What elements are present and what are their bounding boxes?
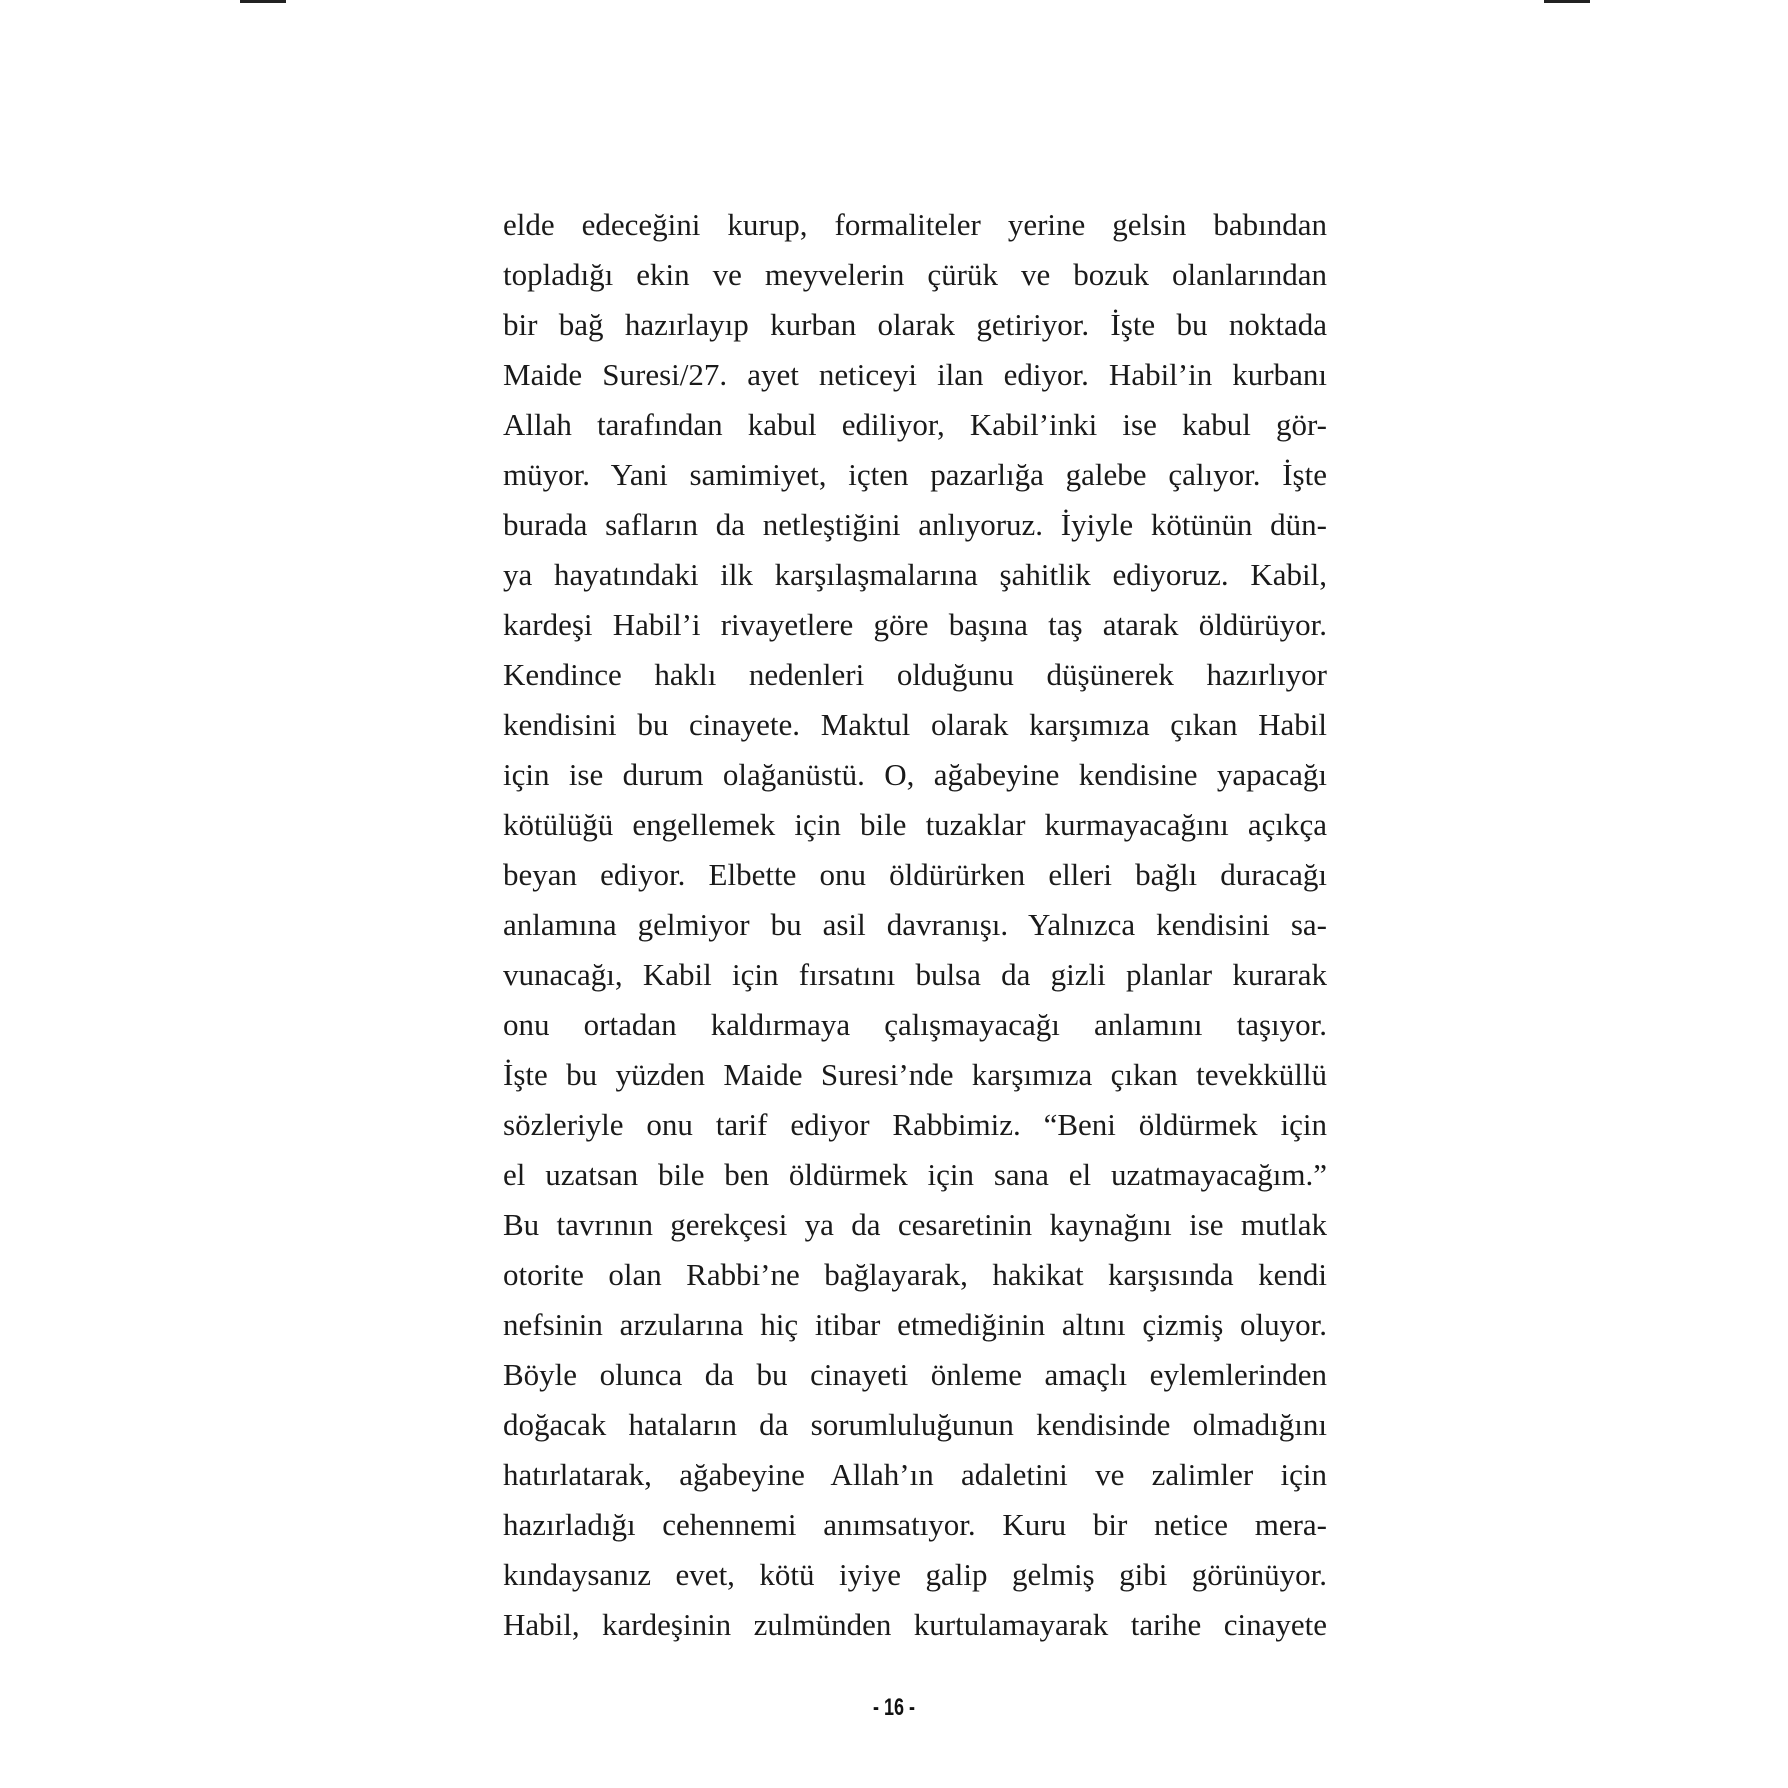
text-line: Böyle olunca da bu cinayeti önleme amaçlı eylemlerinden xyxy=(503,1357,1327,1392)
body-text xyxy=(503,200,1327,1650)
text-line: ya hayatındaki ilk karşılaşmalarına şahitlik ediyoruz. Kabil, xyxy=(503,557,1327,592)
text-line: İşte bu yüzden Maide Suresi’nde karşımıza çıkan tevekküllü xyxy=(503,1057,1327,1092)
text-line: Kendince haklı nedenleri olduğunu düşünerek hazırlıyor xyxy=(503,657,1327,692)
text-line: elde edeceğini kurup, formaliteler yerine gelsin babından xyxy=(503,207,1327,242)
text-line: kardeşi Habil’i rivayetlere göre başına taş atarak öldürüyor. xyxy=(503,607,1327,642)
text-line: vunacağı, Kabil için fırsatını bulsa da gizli planlar kurarak xyxy=(503,957,1327,992)
text-line: doğacak hataların da sorumluluğunun kendisinde olmadığını xyxy=(503,1407,1327,1442)
text-line: Allah tarafından kabul ediliyor, Kabil’inki ise kabul gör- xyxy=(503,407,1327,442)
text-line: müyor. Yani samimiyet, içten pazarlığa galebe çalıyor. İşte xyxy=(503,457,1327,492)
text-line: kındaysanız evet, kötü iyiye galip gelmiş gibi görünüyor. xyxy=(503,1557,1327,1592)
page-number: - 16 - xyxy=(872,1694,915,1721)
text-line: el uzatsan bile ben öldürmek için sana el uzatmayacağım.” xyxy=(503,1157,1327,1192)
text-line: bir bağ hazırlayıp kurban olarak getiriyor. İşte bu noktada xyxy=(503,307,1327,342)
text-line: kendisini bu cinayete. Maktul olarak karşımıza çıkan Habil xyxy=(503,707,1327,742)
text-line: beyan ediyor. Elbette onu öldürürken elleri bağlı duracağı xyxy=(503,857,1327,892)
text-line: anlamına gelmiyor bu asil davranışı. Yalnızca kendisini sa- xyxy=(503,907,1327,942)
text-line: onu ortadan kaldırmaya çalışmayacağı anlamını taşıyor. xyxy=(503,1007,1327,1042)
crop-mark-right xyxy=(1544,0,1590,3)
crop-mark-left xyxy=(240,0,286,3)
text-line: sözleriyle onu tarif ediyor Rabbimiz. “Beni öldürmek için xyxy=(503,1107,1327,1142)
text-line: için ise durum olağanüstü. O, ağabeyine kendisine yapacağı xyxy=(503,757,1327,792)
text-line: Bu tavrının gerekçesi ya da cesaretinin kaynağını ise mutlak xyxy=(503,1207,1327,1242)
text-line: burada safların da netleştiğini anlıyoruz. İyiyle kötünün dün- xyxy=(503,507,1327,542)
text-line: kötülüğü engellemek için bile tuzaklar kurmayacağını açıkça xyxy=(503,807,1327,842)
text-line: Habil, kardeşinin zulmünden kurtulamayarak tarihe cinayete xyxy=(503,1607,1327,1642)
text-line: topladığı ekin ve meyvelerin çürük ve bozuk olanlarından xyxy=(503,257,1327,292)
text-line: hatırlatarak, ağabeyine Allah’ın adaletini ve zalimler için xyxy=(503,1457,1327,1492)
text-line: Maide Suresi/27. ayet neticeyi ilan ediyor. Habil’in kurbanı xyxy=(503,357,1327,392)
text-line: nefsinin arzularına hiç itibar etmediğinin altını çizmiş oluyor. xyxy=(503,1307,1327,1342)
text-line: otorite olan Rabbi’ne bağlayarak, hakikat karşısında kendi xyxy=(503,1257,1327,1292)
text-line: hazırladığı cehennemi anımsatıyor. Kuru bir netice mera- xyxy=(503,1507,1327,1542)
